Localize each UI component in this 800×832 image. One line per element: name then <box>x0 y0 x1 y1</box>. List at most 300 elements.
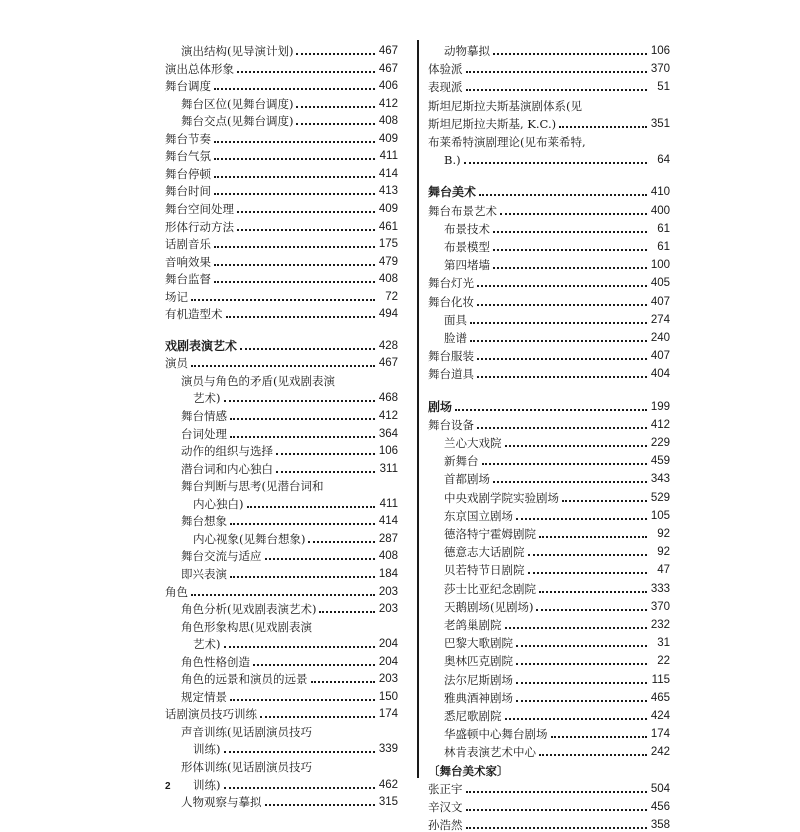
dot-leader <box>276 467 375 473</box>
index-section-heading <box>428 181 670 199</box>
dot-leader <box>516 678 647 684</box>
entry-term: 布景模型 <box>444 240 490 254</box>
dot-leader <box>479 190 647 196</box>
index-entry <box>428 468 670 486</box>
entry-page-number: 456 <box>650 801 670 813</box>
entry-term: 台词处理 <box>181 426 227 441</box>
index-entry <box>428 632 670 650</box>
index-entry <box>428 505 670 523</box>
dot-leader <box>247 502 376 508</box>
entry-page-number: 92 <box>657 528 670 540</box>
entry-term: 舞台节奏 <box>165 131 211 146</box>
dot-leader <box>230 695 375 701</box>
dot-leader <box>528 550 648 556</box>
index-entry <box>165 738 398 756</box>
entry-page-number: 467 <box>378 45 398 57</box>
index-entry <box>165 163 398 181</box>
dot-leader <box>253 660 375 666</box>
dot-leader <box>214 154 375 160</box>
index-entry <box>165 581 398 599</box>
entry-page-number: 106 <box>378 445 398 458</box>
entry-term: 脸谱 <box>444 331 467 345</box>
index-entry <box>165 268 398 286</box>
dot-leader <box>516 659 647 665</box>
entry-term: 表现派 <box>428 80 463 95</box>
index-section-heading <box>165 335 398 353</box>
dot-leader <box>224 642 376 648</box>
index-entry <box>428 40 670 58</box>
index-entry <box>165 616 398 634</box>
entry-term: 舞台化妆 <box>428 294 474 309</box>
entry-term: 角色 <box>165 584 188 599</box>
entry-page-number: 229 <box>650 437 670 449</box>
dot-leader <box>477 300 647 306</box>
entry-page-number: 351 <box>650 117 670 130</box>
index-entry <box>428 254 670 272</box>
dot-leader <box>296 119 375 125</box>
dot-leader <box>230 414 375 420</box>
entry-page-number: 400 <box>650 204 670 217</box>
index-entry <box>165 791 398 809</box>
entry-page-number: 407 <box>650 295 670 308</box>
entry-page-number: 412 <box>378 410 398 422</box>
index-entry <box>428 814 670 832</box>
index-entry <box>165 145 398 163</box>
index-entry <box>165 128 398 146</box>
index-entry <box>165 440 398 458</box>
entry-page-number: 370 <box>650 63 670 76</box>
dot-leader <box>551 732 648 738</box>
index-entry <box>428 327 670 345</box>
dot-leader <box>505 623 648 629</box>
dot-leader <box>477 281 647 287</box>
entry-page-number: 408 <box>378 550 398 563</box>
index-entry <box>165 633 398 651</box>
index-entry <box>428 687 670 705</box>
entry-page-number: 413 <box>378 185 398 198</box>
entry-term: 莎士比亚纪念剧院 <box>444 581 536 596</box>
entry-page-number: 315 <box>378 796 398 809</box>
entry-page-number: 411 <box>379 497 398 510</box>
dot-leader <box>214 84 375 90</box>
entry-page-number: 199 <box>650 400 670 413</box>
index-entry <box>428 291 670 309</box>
entry-term: 舞台灯光 <box>428 276 474 291</box>
index-entry <box>165 387 398 405</box>
dot-leader <box>505 441 648 447</box>
dot-leader <box>230 572 375 578</box>
dot-leader <box>319 607 375 613</box>
entry-page-number: 184 <box>378 567 398 580</box>
entry-term: 角色形象构思(见戏剧表演 <box>181 619 312 634</box>
entry-term: 话剧音乐 <box>165 237 211 252</box>
dot-leader <box>516 514 647 520</box>
entry-term: 贝若特节日剧院 <box>444 563 525 578</box>
entry-page-number: 64 <box>657 154 670 167</box>
index-entry <box>165 475 398 493</box>
entry-term: 斯坦尼斯拉夫斯基演剧体系(见 <box>428 98 582 113</box>
index-entry <box>165 198 398 216</box>
entry-term: 舞台交流与适应 <box>181 549 262 564</box>
entry-term: 舞台时间 <box>165 184 211 199</box>
entry-term: 场记 <box>165 289 188 304</box>
entry-term: 老鸽巢剧院 <box>444 618 502 632</box>
entry-term: 舞台空间处理 <box>165 201 234 216</box>
entry-term: 音响效果 <box>165 254 211 269</box>
index-entry <box>428 796 670 814</box>
entry-term: 舞台设备 <box>428 417 474 432</box>
dot-leader <box>214 242 375 248</box>
entry-term: 悉尼歌剧院 <box>444 709 502 723</box>
dot-leader <box>539 750 647 756</box>
entry-term: 面具 <box>444 312 467 327</box>
dot-leader <box>237 207 375 213</box>
entry-term: 有机造型术 <box>165 307 223 322</box>
page-number: 2 <box>165 781 171 792</box>
entry-term: 艺术) <box>193 637 221 652</box>
entry-term: 角色分析(见戏剧表演艺术) <box>181 602 317 617</box>
index-entry <box>165 458 398 476</box>
index-entry <box>428 705 670 723</box>
dot-leader <box>240 344 375 350</box>
entry-term: 动物摹拟 <box>444 44 490 58</box>
entry-page-number: 409 <box>378 202 398 215</box>
index-entry <box>428 487 670 505</box>
entry-term: 声音训练(见话剧演员技巧 <box>181 724 312 739</box>
dot-leader <box>230 432 375 438</box>
index-entry <box>428 218 670 236</box>
entry-term: 戏剧表演艺术 <box>165 338 238 353</box>
entry-page-number: 343 <box>650 473 670 486</box>
entry-page-number: 203 <box>378 585 398 598</box>
entry-term: 德洛特宁霍姆剧院 <box>444 527 536 541</box>
dot-leader <box>559 122 647 128</box>
entry-page-number: 504 <box>650 782 670 795</box>
entry-term: 话剧演员技巧训练 <box>165 707 257 722</box>
entry-page-number: 51 <box>657 81 670 94</box>
entry-term: 动作的组织与选择 <box>181 444 273 459</box>
index-entry <box>428 131 670 149</box>
entry-page-number: 287 <box>378 532 398 545</box>
index-entry <box>165 686 398 704</box>
column-divider <box>417 40 419 778</box>
entry-page-number: 333 <box>650 582 670 595</box>
entry-page-number: 414 <box>378 167 398 180</box>
entry-term: 潜台词和内心独白 <box>181 461 273 476</box>
dot-leader <box>265 800 376 806</box>
entry-term: 新舞台 <box>444 454 479 469</box>
dot-leader <box>493 227 647 233</box>
entry-term: 演员与角色的矛盾(见戏剧表演 <box>181 373 335 388</box>
dot-leader <box>466 787 648 793</box>
index-entry <box>428 363 670 381</box>
entry-term: 剧场 <box>428 399 453 414</box>
dot-leader <box>562 496 647 502</box>
entry-term: 舞台调度 <box>165 79 211 94</box>
entry-page-number: 364 <box>378 427 398 440</box>
dot-leader <box>265 554 376 560</box>
entry-page-number: 467 <box>378 62 398 75</box>
index-entry <box>428 596 670 614</box>
index-entry <box>428 523 670 541</box>
index-entry <box>165 774 398 792</box>
entry-page-number: 412 <box>378 97 398 110</box>
entry-page-number: 92 <box>657 546 670 559</box>
index-entry <box>165 286 398 304</box>
index-entry <box>428 778 670 796</box>
entry-term: 第四堵墙 <box>444 258 490 273</box>
entry-term: 训练) <box>193 742 221 757</box>
dot-leader <box>214 189 375 195</box>
index-entry <box>428 76 670 94</box>
dot-leader <box>224 396 376 402</box>
entry-term: 体验派 <box>428 62 463 77</box>
entry-page-number: 370 <box>650 600 670 613</box>
index-entry <box>428 669 670 687</box>
index-entry <box>428 345 670 363</box>
entry-term: 张正宇 <box>428 781 463 796</box>
entry-page-number: 47 <box>657 564 670 577</box>
entry-page-number: 459 <box>650 455 670 468</box>
entry-term: 德意志大话剧院 <box>444 545 525 560</box>
entry-page-number: 468 <box>378 392 398 405</box>
dot-leader <box>493 245 647 251</box>
entry-term: 舞台交点(见舞台调度) <box>181 114 294 129</box>
entry-page-number: 405 <box>650 277 670 290</box>
dot-leader <box>516 696 647 702</box>
index-entry <box>165 303 398 321</box>
index-entry <box>165 180 398 198</box>
entry-page-number: 203 <box>378 603 398 616</box>
dot-leader <box>500 209 647 215</box>
dot-leader <box>224 747 376 753</box>
dot-leader <box>308 537 375 543</box>
entry-term: 东京国立剧场 <box>444 508 513 523</box>
entry-page-number: 411 <box>379 150 398 163</box>
index-entry <box>165 668 398 686</box>
entry-page-number: 232 <box>650 619 670 631</box>
index-entry <box>165 721 398 739</box>
entry-term: 中央戏剧学院实验剧场 <box>444 490 559 505</box>
dot-leader <box>466 85 648 91</box>
entry-page-number: 240 <box>650 332 670 344</box>
dot-leader <box>528 568 648 574</box>
entry-term: 即兴表演 <box>181 566 227 581</box>
entry-term: 演员 <box>165 356 188 371</box>
index-entry <box>428 236 670 254</box>
entry-page-number: 106 <box>650 45 670 57</box>
entry-term: 布景技术 <box>444 221 490 236</box>
index-entry <box>428 541 670 559</box>
entry-page-number: 428 <box>378 339 398 352</box>
dot-leader <box>237 67 375 73</box>
entry-term: 舞台监督 <box>165 272 211 287</box>
dot-leader <box>455 405 647 411</box>
entry-page-number: 115 <box>651 673 670 686</box>
entry-page-number: 175 <box>378 238 398 251</box>
entry-page-number: 274 <box>650 313 670 326</box>
entry-term: 首都剧场 <box>444 472 490 487</box>
dot-leader <box>539 587 647 593</box>
index-entry <box>428 450 670 468</box>
dot-leader <box>466 67 648 73</box>
entry-page-number: 406 <box>378 80 398 93</box>
dot-leader <box>230 519 375 525</box>
dot-leader <box>470 336 647 342</box>
dot-leader <box>214 137 375 143</box>
dot-leader <box>226 312 376 318</box>
entry-page-number: 61 <box>657 241 670 253</box>
entry-term: 天鹅剧场(见剧场) <box>444 599 534 614</box>
entry-term: 辛汉文 <box>428 800 463 814</box>
entry-term: 林肯表演艺术中心 <box>444 745 536 760</box>
entry-page-number: 31 <box>657 637 670 650</box>
entry-page-number: 479 <box>378 255 398 268</box>
dot-leader <box>493 477 647 483</box>
dot-leader <box>214 260 375 266</box>
dot-leader <box>493 49 647 55</box>
index-entry <box>428 113 670 131</box>
entry-term: 内心独白) <box>193 496 244 511</box>
index-entry <box>165 423 398 441</box>
entry-term: 演出结构(见导演计划) <box>181 44 294 58</box>
entry-page-number: 311 <box>379 462 398 475</box>
entry-page-number: 22 <box>657 655 670 668</box>
entry-term: 角色性格创造 <box>181 654 250 669</box>
entry-term: 舞台想象 <box>181 514 227 529</box>
dot-leader <box>516 641 647 647</box>
entry-page-number: 407 <box>650 350 670 363</box>
dot-leader <box>470 318 647 324</box>
entry-term: 兰心大戏院 <box>444 436 502 450</box>
entry-term: 规定情景 <box>181 689 227 704</box>
dot-leader <box>237 225 375 231</box>
entry-page-number: 461 <box>378 220 398 233</box>
index-entry <box>165 216 398 234</box>
dot-leader <box>477 423 647 429</box>
entry-term: 巴黎大歌剧院 <box>444 636 513 651</box>
entry-term: 孙浩然 <box>428 818 463 832</box>
index-section-heading <box>428 396 670 414</box>
entry-page-number: 467 <box>378 357 398 370</box>
index-entry <box>428 723 670 741</box>
entry-term: 舞台道具 <box>428 367 474 382</box>
entry-page-number: 72 <box>385 290 398 303</box>
index-entry <box>428 149 670 167</box>
index-entry <box>428 414 670 432</box>
entry-page-number: 174 <box>650 728 670 741</box>
index-entry <box>165 598 398 616</box>
entry-term: 演出总体形象 <box>165 61 234 76</box>
entry-term: 舞台布景艺术 <box>428 203 497 218</box>
index-entry <box>165 352 398 370</box>
index-entry <box>428 760 670 778</box>
entry-term: 形体行动方法 <box>165 219 234 234</box>
entry-term: 斯坦尼斯拉夫斯基, K.C.) <box>428 116 557 131</box>
entry-term: 内心视象(见舞台想象) <box>193 531 306 546</box>
entry-term: 角色的远景和演员的远景 <box>181 672 308 687</box>
entry-term: 雅典酒神剧场 <box>444 690 513 705</box>
entry-page-number: 100 <box>650 259 670 272</box>
index-entry <box>428 200 670 218</box>
entry-term: 舞台停顿 <box>165 166 211 181</box>
index-entry <box>165 563 398 581</box>
index-entry <box>165 405 398 423</box>
index-entry <box>165 233 398 251</box>
entry-page-number: 105 <box>650 509 670 522</box>
dot-leader <box>191 295 375 301</box>
dot-leader <box>539 532 647 538</box>
index-entry <box>428 741 670 759</box>
index-entry <box>428 272 670 290</box>
entry-page-number: 408 <box>378 115 398 128</box>
dot-leader <box>477 354 647 360</box>
index-entry <box>428 58 670 76</box>
dot-leader <box>276 449 375 455</box>
entry-page-number: 339 <box>378 743 398 756</box>
dot-leader <box>311 677 376 683</box>
entry-page-number: 408 <box>378 273 398 286</box>
entry-term: 人物观察与摹拟 <box>181 795 262 810</box>
index-entry <box>165 58 398 76</box>
dot-leader <box>505 714 648 720</box>
entry-page-number: 494 <box>378 308 398 321</box>
index-entry <box>165 40 398 58</box>
index-entry <box>428 578 670 596</box>
entry-page-number: 358 <box>650 819 670 832</box>
entry-page-number: 529 <box>650 491 670 504</box>
index-entry <box>165 93 398 111</box>
entry-term: 训练) <box>193 777 221 792</box>
index-entry <box>165 75 398 93</box>
index-entry <box>165 703 398 721</box>
index-entry <box>165 493 398 511</box>
entry-page-number: 204 <box>378 655 398 668</box>
entry-term: 奥林匹克剧院 <box>444 654 513 669</box>
entry-page-number: 412 <box>650 418 670 431</box>
entry-term: 舞台美术 <box>428 185 477 200</box>
entry-term: 布莱希特演剧理论(见布莱希特, <box>428 135 586 149</box>
dot-leader <box>191 361 375 367</box>
index-entry <box>428 432 670 450</box>
index-entry <box>165 110 398 128</box>
entry-term: 华盛顿中心舞台剧场 <box>444 727 548 742</box>
entry-term: 〔舞台美术家〕 <box>428 763 509 778</box>
dot-leader <box>482 459 648 465</box>
dot-leader <box>260 712 375 718</box>
entry-term: 舞台判断与思考(见潜台词和 <box>181 479 324 494</box>
index-entry <box>165 756 398 774</box>
dot-leader <box>224 783 376 789</box>
dot-leader <box>466 823 648 829</box>
dot-leader <box>493 263 647 269</box>
entry-page-number: 242 <box>650 746 670 759</box>
dot-leader <box>214 172 375 178</box>
dot-leader <box>191 590 375 596</box>
entry-term: 舞台区位(见舞台调度) <box>181 96 294 111</box>
index-entry <box>165 510 398 528</box>
entry-page-number: 465 <box>650 691 670 704</box>
index-entry <box>165 545 398 563</box>
dot-leader <box>214 277 375 283</box>
entry-term: 舞台服装 <box>428 349 474 364</box>
index-entry <box>165 528 398 546</box>
entry-page-number: 462 <box>378 778 398 791</box>
index-entry <box>428 650 670 668</box>
entry-term: 法尔尼斯剧场 <box>444 672 513 687</box>
index-entry <box>428 614 670 632</box>
entry-term: 舞台情感 <box>181 409 227 423</box>
